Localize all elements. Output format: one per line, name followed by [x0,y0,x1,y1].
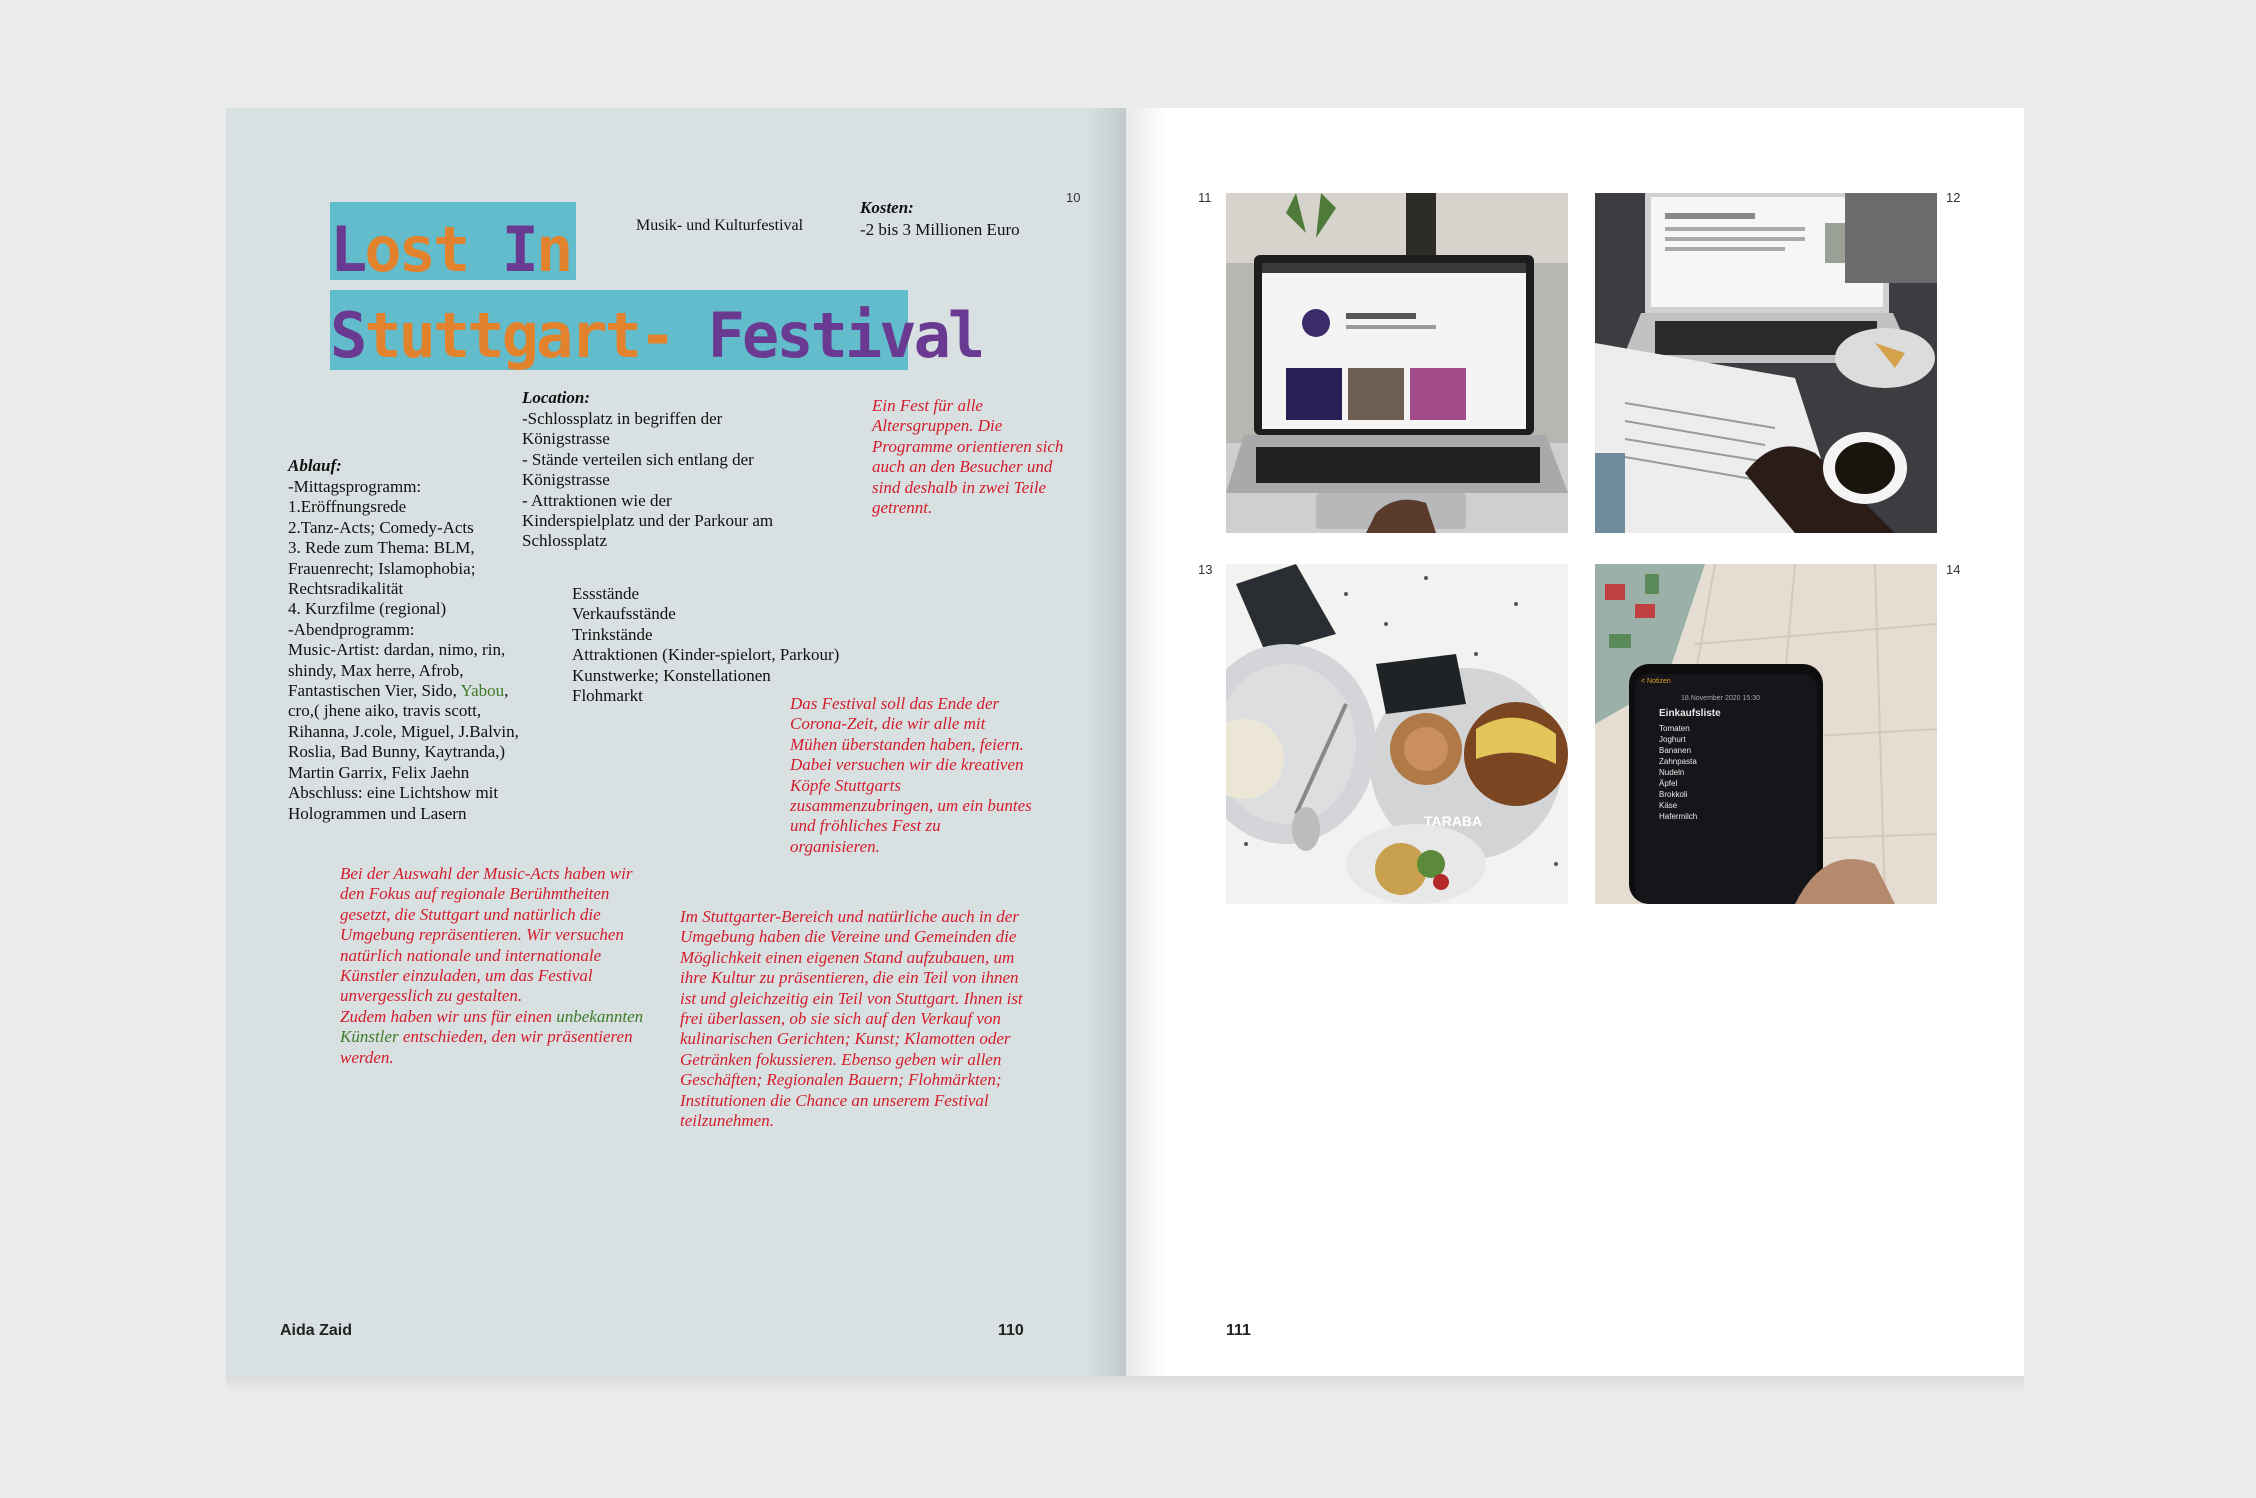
subtitle: Musik- und Kulturfestival [636,217,804,234]
title-segment: S [330,299,365,372]
ablauf-lines-end: , cro,( jhene aiko, travis scott, Rihanna, J.cole, Miguel, J.Balvin, Roslia, Bad Bunny, Kaytranda,) Martin Garrix, Felix Jaehn Abschluss: eine Lichtshow mit Hologrammen und Lasern [288,681,519,823]
note-music-text: Bei der Auswahl der Music-Acts haben wir den Fokus auf regionale Berühmtheiten gesetzt, die Stuttgart und natürlich die Umgebung repräsentieren. Wir versuchen natürlich nationale und internationale Künstler einzuladen, um das Festival unvergesslich zu gestalten. Zudem haben wir uns für einen [340,864,633,1026]
title-segment: ost [364,213,468,286]
photo-number-13: 13 [1198,562,1213,577]
photo-laptop-writing [1595,193,1937,533]
location-text: -Schlossplatz in begriffen der Königstrasse - Stände verteilen sich entlang der Königstrasse - Attraktionen wie der Kinderspielplatz und der Parkour am Schlossplatz [522,409,774,551]
phone-list-item: Tomaten [1659,724,1690,733]
ablauf-highlight: Yabou [460,681,505,701]
title-segment: n [535,213,571,286]
phone-list-title: Einkaufsliste [1659,708,1721,719]
festival-title-line1 [330,213,571,286]
ablauf-lines: -Mittagsprogramm: 1.Eröffnungsrede 2.Tanz-Acts; Comedy-Acts 3. Rede zum Thema: BLM, Frauenrecht; Islamophobia; Rechtsradikalität 4. Kurzfilme (regional) -Abendprogramm: Music-Artist: dardan, nimo, rin, shindy, Max herre, Afrob, Fantastischen Vier, Sido, [288,477,506,701]
watermark-text: TARABA [1424,813,1483,829]
ablauf-text [288,477,548,824]
laptop-writing-image [1595,193,1937,533]
title-segment: L [330,213,365,286]
phone-list-item: Käse [1659,801,1678,810]
phone-screen [1641,678,1811,822]
note-region: Im Stuttgarter-Bereich und natürliche auch in der Umgebung haben die Vereine und Gemeinden die Möglichkeit einen eigenen Stand aufzubauen, um ihre Kultur zu präsentieren, die ein Teil von ihnen ist und gleichzeitig ein Teil von Stuttgart. Ihnen ist frei überlassen, ob sie sich auf den Verkauf von kulinarischen Gerichten; Kunst; Klamotten oder Getränken fokussieren. Ebenso geben wir allen Geschäften; Regionalen Bauern; Flohmärkten; Institutionen die Chance an unserem Festival teilzunehmen. [680,907,1023,1131]
kosten-label: Kosten: [860,198,914,217]
footer-page-right: 111 [1226,1322,1251,1339]
phone-list-item: Brokkoli [1659,790,1688,799]
photo-number-11: 11 [1198,190,1212,205]
phone-date: 18.November 2020 15:30 [1681,695,1760,702]
gutter-shadow-right [1126,108,1166,1376]
note-music [340,864,680,1068]
title-segment: tuttgart- [364,299,674,372]
book-shadow [226,1374,2024,1392]
location-label: Location: [522,388,590,407]
photo-number-12: 12 [1946,190,1961,205]
right-page [1126,108,2024,1376]
gutter-shadow-left [1086,108,1126,1376]
phone-list-item: Hafermilch [1659,812,1698,821]
note-music-end: entschieden, den wir präsentieren werden. [340,1027,633,1067]
title-segment: I [501,213,536,286]
photo-laptop-instagram [1226,193,1568,533]
phone-list-item: Äpfel [1659,779,1678,788]
phone-list-item: Zahnpasta [1659,757,1697,766]
phone-back-link: < Notizen [1641,678,1671,685]
laptop-instagram-image [1226,193,1568,533]
page-number-top: 10 [1066,190,1081,205]
ablauf-label: Ablauf: [288,456,342,475]
title-segment: Festival [673,299,983,372]
photo-cafe-table [1226,564,1568,904]
stands-list: Essstände Verkaufsstände Trinkstände Attraktionen (Kinder-spielort, Parkour) Kunstwerke; Konstellationen Flohmarkt [572,584,840,706]
phone-list-item: Nudeln [1659,768,1685,777]
phone-list-item: Joghurt [1659,735,1686,744]
kosten-value: -2 bis 3 Millionen Euro [860,220,1020,239]
title-segment [467,213,501,286]
note-fest: Ein Fest für alle Altersgruppen. Die Programme orientieren sich auch an den Besucher und sind deshalb in zwei Teile getrennt. [872,396,1064,518]
footer-author: Aida Zaid [280,1322,353,1339]
phone-list-items [1659,723,1811,822]
note-music-highlight: unbekannten Künstler [340,1006,644,1047]
note-corona: Das Festival soll das Ende der Corona-Zeit, die wir alle mit Mühen überstanden haben, feiern. Dabei versuchen wir die kreativen Köpfe Stuttgarts zusammenzubringen, um ein buntes und fröhliches Fest zu organisieren. [790,694,1032,856]
photo-number-14: 14 [1946,562,1961,577]
phone-list-item: Bananen [1659,746,1692,755]
festival-title-line2 [330,299,983,372]
left-page [226,108,1126,1376]
footer-page-left: 110 [998,1322,1024,1339]
cafe-table-image [1226,564,1568,904]
photo-phone-shopping-list [1595,564,1937,904]
